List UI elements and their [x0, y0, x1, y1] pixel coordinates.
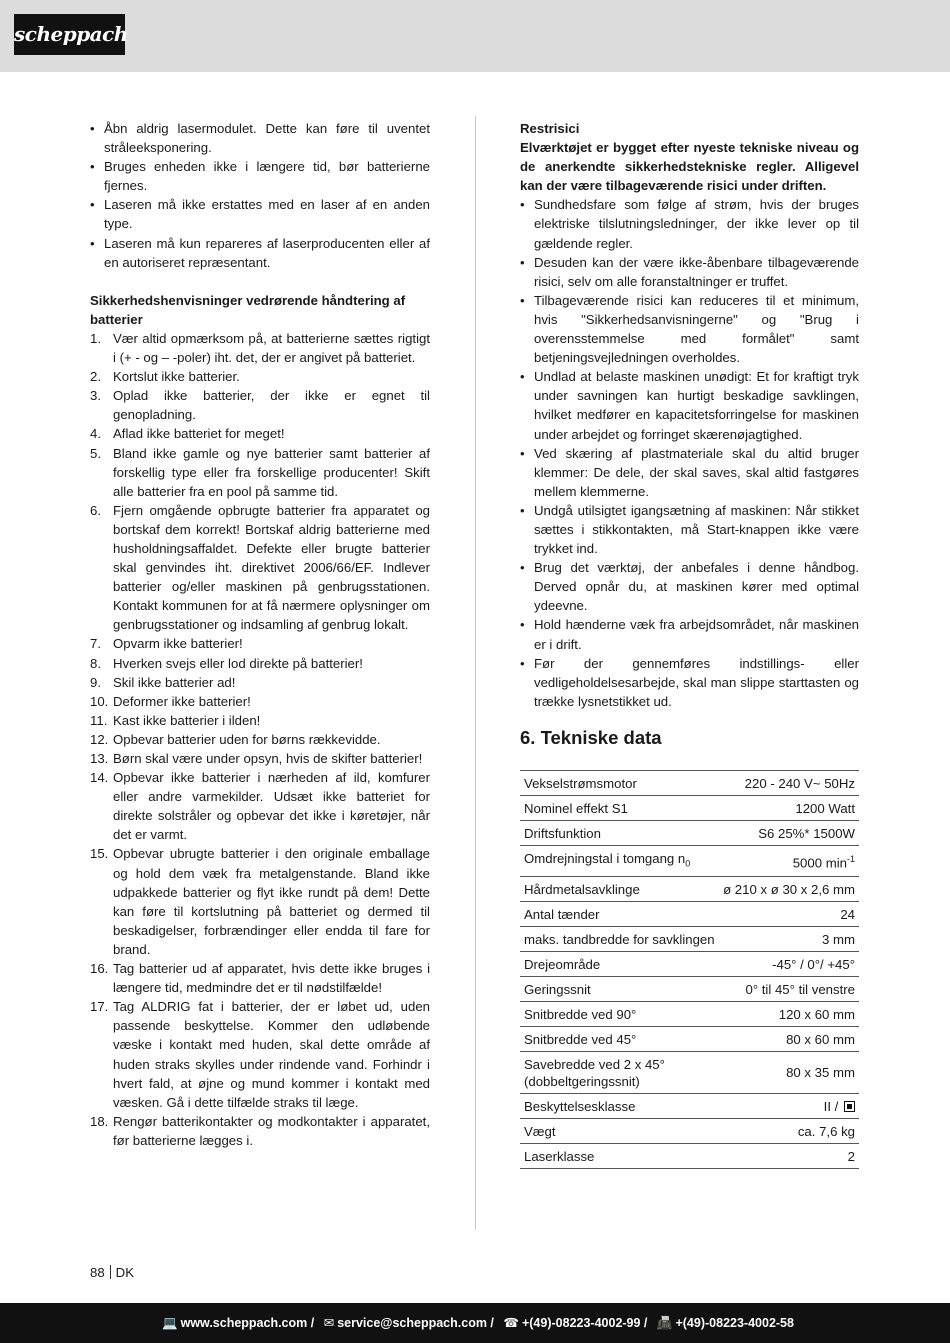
spec-label — [520, 876, 719, 901]
battery-item — [90, 367, 430, 386]
left-column — [90, 119, 430, 1150]
spec-value-text: ø 210 x ø 30 x 2,6 mm — [723, 881, 855, 897]
item-text: Opbevar batterier uden for børns rækkevidde. — [113, 731, 381, 747]
battery-item — [90, 501, 430, 635]
list-item: • Laseren må kun repareres af laserproducenten eller af en autoriseret repræsentant. — [90, 234, 430, 272]
scheppach-logo: scheppach — [14, 14, 125, 55]
item-text: Rengør batterikontakter og modkontakter i apparatet, før batterierne lægges i. — [113, 1113, 430, 1148]
list-item: • Åbn aldrig lasermodulet. Dette kan føre til uventet stråleeksponering. — [90, 119, 430, 157]
item-number: 15. — [90, 846, 109, 862]
item-text: Kortslut ikke batterier. — [113, 369, 240, 385]
list-item: • Før der gennemføres indstillings- eller vedligeholdelsesarbejde, skal man slippe starttasten og trække lysnetstikket ud. — [520, 654, 859, 711]
spec-value-text: 1200 Watt — [795, 800, 855, 816]
spec-row — [520, 876, 859, 901]
spec-value — [719, 876, 859, 901]
item-text: Børn skal være under opsyn, hvis de skifter batterier! — [113, 751, 423, 766]
battery-item — [90, 959, 430, 997]
spec-row — [520, 1118, 859, 1143]
list-item: • Laseren må ikke erstattes med en laser af en anden type. — [90, 195, 430, 233]
battery-item — [90, 692, 430, 711]
spec-value-text: 5000 min — [792, 855, 847, 871]
spec-label — [520, 951, 719, 976]
item-number: 13. — [90, 751, 109, 766]
spec-label-text: Omdrejningstal i tomgang n — [524, 850, 686, 866]
risk-intro: Elværktøjet er bygget efter nyeste tekniske niveau og de anerkendte sikkerhedstekniske regler. Alligevel kan der være tilbageværende risici under driften. — [520, 140, 859, 194]
item-text: Tag ALDRIG fat i batterier, der er løbet ud, uden passende beskyttelse. Kommer den udløbende væske i kontakt med huden, skal dette område af huden straks skylles under rindende vand. Forhindr i hvert fald, at øjne og mund kommer i kontakt med væsken. Gå i dette tilfælde straks til læge. — [113, 999, 430, 1110]
battery-item — [90, 673, 430, 692]
battery-item — [90, 386, 430, 424]
risk-list — [520, 195, 859, 711]
list-item: • Hold hænderne væk fra arbejdsområdet, når maskinen er i drift. — [520, 615, 859, 653]
spec-value — [719, 770, 859, 795]
item-number: 3. — [90, 388, 101, 404]
battery-item — [90, 654, 430, 673]
item-text: Kast ikke batterier i ilden! — [113, 712, 261, 728]
spec-label — [520, 845, 719, 876]
footer-fax: +(49)-08223-4002-58 — [675, 1316, 794, 1330]
footer-web[interactable]: www.scheppach.com / — [180, 1316, 315, 1330]
item-text: Aflad ikke batteriet for meget! — [113, 426, 285, 442]
spec-table — [520, 770, 859, 1169]
spec-value — [719, 926, 859, 951]
spec-label-text: Snitbredde ved 90° — [524, 1006, 637, 1022]
spec-value-text: 3 mm — [822, 931, 855, 947]
item-number: 16. — [90, 961, 109, 977]
spec-value — [719, 845, 859, 876]
spec-value-superscript: -1 — [846, 854, 855, 865]
list-item: • Ved skæring af plastmateriale skal du altid bruger klemmer: De dele, der skal saves, skal altid fastgøres mellem klemmerne. — [520, 444, 859, 501]
spec-value-text: 80 x 35 mm — [786, 1065, 855, 1081]
column-divider — [475, 116, 476, 1230]
spec-value-text: ca. 7,6 kg — [797, 1123, 855, 1139]
battery-item — [90, 1112, 430, 1150]
spec-label-text: Vægt — [524, 1123, 556, 1139]
spec-label-text: Drejeområde — [524, 956, 601, 972]
battery-item — [90, 749, 430, 768]
footer-phone: +(49)-08223-4002-99 / — [521, 1316, 648, 1330]
battery-item — [90, 730, 430, 749]
spec-label-text: Antal tænder — [524, 906, 600, 922]
spec-value-text: -45° / 0°/ +45° — [772, 956, 855, 972]
page-language: DK — [115, 1265, 134, 1280]
spec-label — [520, 976, 719, 1001]
spec-value — [719, 795, 859, 820]
spec-value-text: 80 x 60 mm — [786, 1031, 855, 1047]
item-text: Vær altid opmærksom på, at batterierne sættes rigtigt i (+ - og – -poler) iht. det, der er angivet på batteriet. — [113, 330, 430, 366]
battery-item — [90, 444, 430, 501]
list-item: • Tilbageværende risici kan reduceres til et minimum, hvis "Sikkerhedsanvisningerne" og "Brug i overensstemmelse med formålet" samt betjeningsvejledningen overholdes. — [520, 291, 859, 367]
item-number: 2. — [90, 369, 101, 385]
spec-label-text: Beskyttelsesklasse — [524, 1098, 636, 1114]
battery-item — [90, 997, 430, 1112]
spec-value-text: 0° til 45° til venstre — [745, 981, 855, 997]
item-number: 17. — [90, 999, 109, 1015]
battery-heading: Sikkerhedshenvisninger vedrørende håndtering af batterier — [90, 292, 406, 327]
spec-row — [520, 1051, 859, 1093]
spec-label-subscript: 0 — [685, 858, 691, 869]
spec-label — [520, 1001, 719, 1026]
spec-row — [520, 770, 859, 795]
spec-label — [520, 1051, 719, 1093]
item-number: 1. — [90, 330, 101, 346]
battery-item — [90, 844, 430, 959]
spec-value — [719, 1001, 859, 1026]
item-text: Deformer ikke batterier! — [113, 693, 251, 709]
spec-value — [719, 820, 859, 845]
spec-label-text: Hårdmetalsavklinge — [524, 881, 640, 897]
item-number: 12. — [90, 731, 109, 747]
spec-value-text: 24 — [840, 906, 855, 922]
item-number: 5. — [90, 445, 101, 461]
item-text: Fjern omgående opbrugte batterier fra apparatet og bortskaf dem korrekt! Bortskaf aldrig batterierne med husholdningsaffaldet. Defekte eller brugte batterier skal genvindes iht. direktivet 2006/66/EF. Indlever batterier og/eller maskinen på genbrugsstationen. Kontakt kommunen for at få nærmere oplysninger om genbrugsstationer og indsamling af genbrug lokalt. — [113, 502, 430, 633]
spec-label-text: maks. tandbredde for savklingen — [524, 931, 715, 947]
spec-row — [520, 901, 859, 926]
spec-row — [520, 820, 859, 845]
spec-row — [520, 1093, 859, 1118]
spec-value — [719, 1093, 859, 1118]
spec-label — [520, 901, 719, 926]
spec-label-text: Snitbredde ved 45° — [524, 1031, 637, 1047]
item-text: Bland ikke gamle og nye batterier samt batterier af forskellig type eller fra forskellige producenter! Skift alle batterier fra en pool på samme tid. — [113, 445, 430, 499]
spec-label — [520, 820, 719, 845]
item-number: 7. — [90, 636, 101, 652]
page-header — [0, 0, 950, 72]
spec-row — [520, 1143, 859, 1168]
list-item: • Sundhedsfare som følge af strøm, hvis der bruges elektriske tilslutningsledninger, der ikke lever op til gældende regler. — [520, 195, 859, 252]
item-number: 14. — [90, 770, 109, 786]
right-column — [520, 119, 859, 1169]
spec-value — [719, 1051, 859, 1093]
spec-value-text: 220 - 240 V~ 50Hz — [744, 775, 855, 791]
fax-icon: 📠 — [656, 1316, 673, 1330]
spec-value — [719, 951, 859, 976]
section-title: 6. Tekniske data — [520, 726, 662, 748]
phone-icon: ☎ — [503, 1316, 519, 1330]
spec-row — [520, 1001, 859, 1026]
item-number: 9. — [90, 674, 101, 690]
spec-value — [719, 901, 859, 926]
computer-icon: 💻 — [162, 1316, 178, 1330]
item-text: Oplad ikke batterier, der ikke er egnet til genopladning. — [113, 388, 430, 423]
item-text: Opbevar ubrugte batterier i den originale emballage og hold dem væk fra metalgenstande. Bland ikke udpakkede batterier og flyt ikke rundt på dem! Dette kan føre til kortslutning på batteriet og dermed til beskadigelser, forbrændinger eller endda til fare for brand. — [113, 846, 430, 957]
spec-label — [520, 1026, 719, 1051]
spec-value — [719, 1143, 859, 1168]
spec-label-text: Vekselstrømsmotor — [524, 775, 637, 791]
battery-item — [90, 424, 430, 443]
battery-item — [90, 768, 430, 844]
spec-value — [719, 1026, 859, 1051]
spec-value-text: S6 25%* 1500W — [758, 825, 855, 841]
spec-value — [719, 1118, 859, 1143]
spec-row — [520, 926, 859, 951]
spec-row — [520, 845, 859, 876]
item-number: 10. — [90, 693, 109, 709]
battery-safety-list — [90, 329, 430, 1150]
laser-safety-list — [90, 119, 430, 272]
list-item: • Brug det værktøj, der anbefales i denne håndbog. Derved opnår du, at maskinen kører med optimal ydeevne. — [520, 558, 859, 615]
item-number: 18. — [90, 1113, 109, 1129]
spec-value-text: 120 x 60 mm — [778, 1006, 855, 1022]
item-number: 4. — [90, 426, 101, 442]
spec-value — [719, 976, 859, 1001]
risk-heading: Restrisici — [520, 121, 580, 136]
battery-item — [90, 634, 430, 653]
spec-label-text: Nominel effekt S1 — [524, 800, 628, 816]
spec-label-text: Laserklasse — [524, 1148, 595, 1164]
list-item: • Desuden kan der være ikke-åbenbare tilbageværende risici, selv om alle foranstaltninger er truffet. — [520, 253, 859, 291]
spec-label — [520, 795, 719, 820]
list-item: • Undgå utilsigtet igangsætning af maskinen: Når stikket sættes i stikkontakten, må Start-knappen ikke være trykket ind. — [520, 501, 859, 558]
spec-label-text: Driftsfunktion — [524, 825, 601, 841]
spec-label — [520, 1143, 719, 1168]
footer-mail[interactable]: service@scheppach.com / — [337, 1316, 494, 1330]
spec-value-text: 2 — [847, 1148, 855, 1164]
item-text: Skil ikke batterier ad! — [113, 674, 236, 690]
list-item: • Bruges enheden ikke i længere tid, bør batterierne fjernes. — [90, 157, 430, 195]
item-text: Opbevar ikke batterier i nærheden af ild, komfurer eller andre varmekilder. Udsæt ikke batteriet for direkte solstråler og opbevar det ikke i køretøjer, når det er varmt. — [113, 770, 430, 843]
page-number-value: 88 — [90, 1265, 105, 1280]
item-text: Opvarm ikke batterier! — [113, 636, 243, 652]
spec-label — [520, 1093, 719, 1118]
page-number — [90, 1265, 134, 1280]
item-text: Tag batterier ud af apparatet, hvis dette ikke bruges i længere tid, medmindre det er til nødstilfælde! — [113, 961, 430, 996]
spec-row — [520, 951, 859, 976]
mail-icon: ✉ — [323, 1316, 335, 1330]
spec-label — [520, 770, 719, 795]
spec-row — [520, 976, 859, 1001]
spec-label-text: Savebredde ved 2 x 45° (dobbeltgeringssnit) — [524, 1056, 665, 1089]
battery-item — [90, 329, 430, 367]
spec-row — [520, 795, 859, 820]
item-number: 6. — [90, 502, 101, 518]
item-number: 11. — [90, 712, 108, 728]
list-item: • Undlad at belaste maskinen unødigt: Et for kraftigt tryk under savningen kan hurtigt beskadige savklingen, hvilket medfører en kapacitetsforringelse for maskinen under arbejdet og forringet skærenøjagtighed. — [520, 367, 859, 443]
protection-class-ii-icon — [844, 1101, 855, 1112]
page-footer — [0, 1303, 950, 1343]
spec-label — [520, 926, 719, 951]
spec-label-text: Geringssnit — [524, 981, 591, 997]
item-text: Hverken svejs eller lod direkte på batterier! — [113, 655, 363, 671]
spec-value-text: II / — [823, 1098, 842, 1114]
battery-item — [90, 711, 430, 730]
item-number: 8. — [90, 655, 101, 671]
spec-row — [520, 1026, 859, 1051]
spec-label — [520, 1118, 719, 1143]
